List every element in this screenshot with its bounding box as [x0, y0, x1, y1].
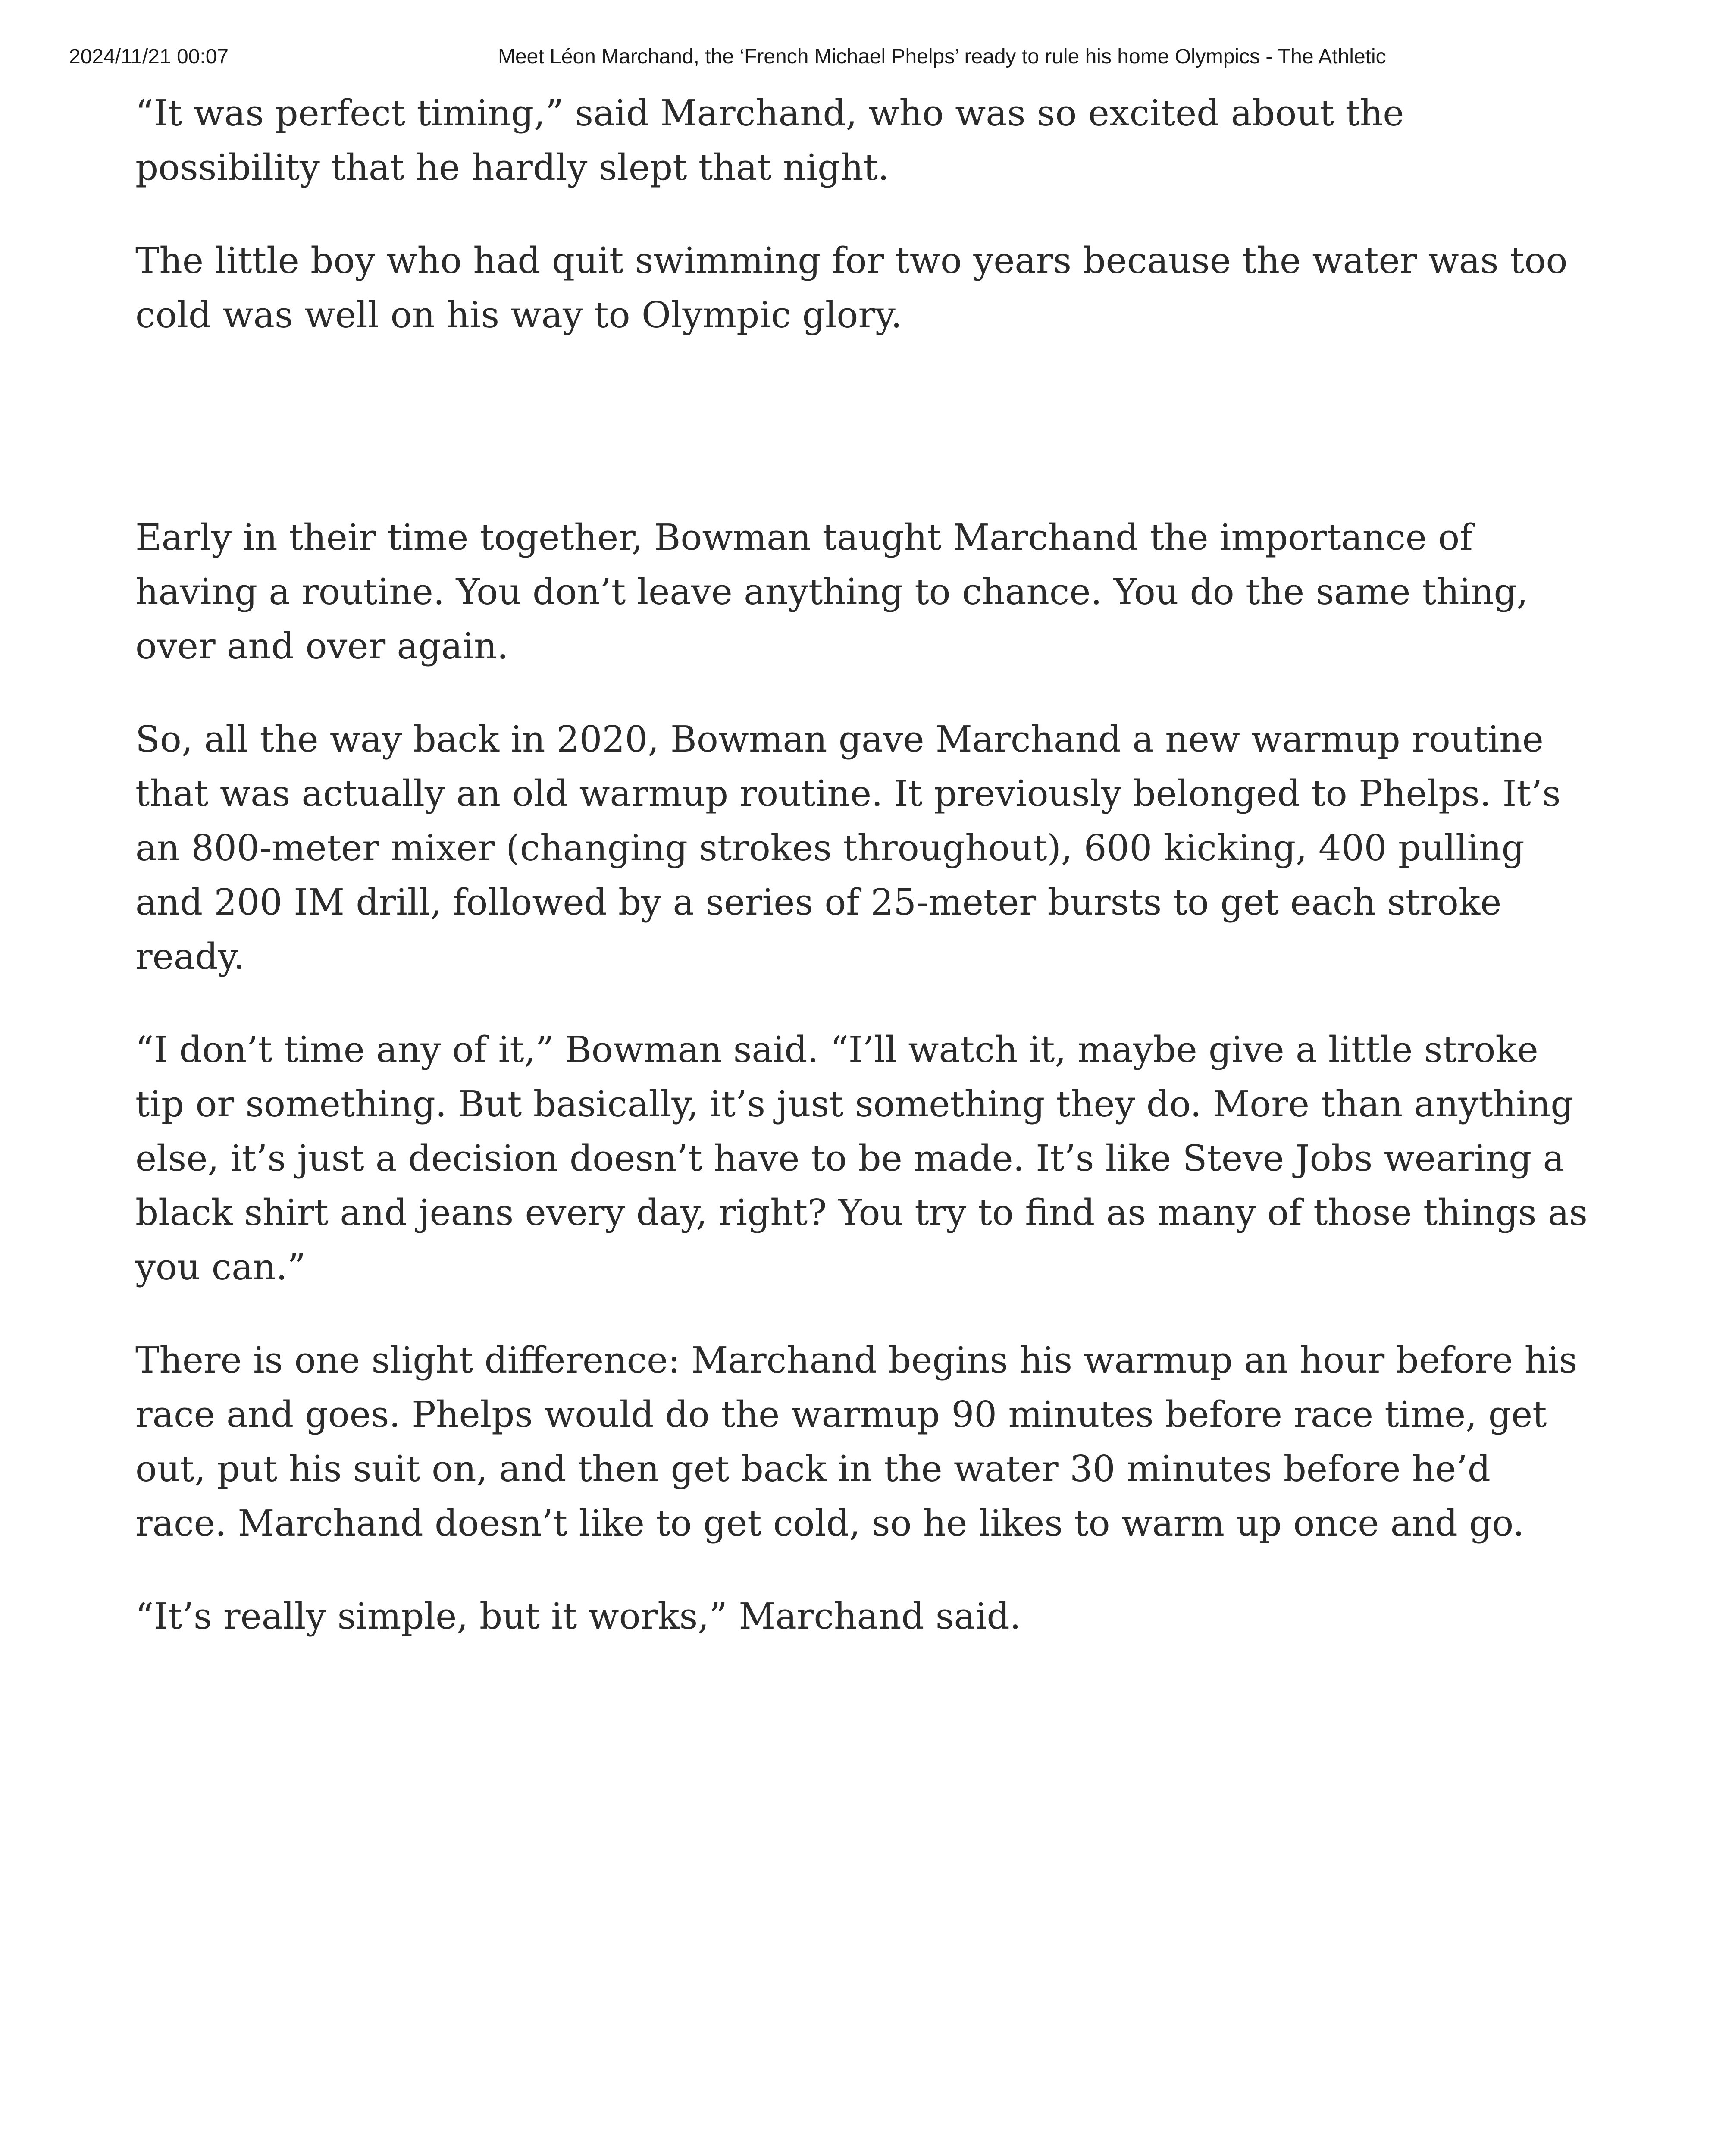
print-datetime: 2024/11/21 00:07 — [69, 45, 229, 68]
print-page-title: Meet Léon Marchand, the ‘French Michael Phelps’ ready to rule his home Olympics - The Athletic — [498, 45, 1386, 68]
article-paragraph: “It was perfect timing,” said Marchand, who was so excited about the possibility that he hardly slept that night. — [135, 92, 1404, 188]
print-header — [0, 47, 1710, 72]
article-paragraph: Early in their time together, Bowman taught Marchand the importance of having a routine. You don’t leave anything to chance. You do the same thing, over and over again. — [135, 517, 1528, 667]
article-paragraph: The little boy who had quit swimming for two years because the water was too cold was well on his way to Olympic glory. — [135, 240, 1568, 336]
article-paragraph: There is one slight difference: Marchand begins his warmup an hour before his race and goes. Phelps would do the warmup 90 minutes before race time, get out, put his suit on, and then get back in the water 30 minutes before he’d race. Marchand doesn’t like to get cold, so he likes to warm up once and go. — [135, 1339, 1578, 1544]
article-paragraph: So, all the way back in 2020, Bowman gave Marchand a new warmup routine that was actually an old warmup routine. It previously belonged to Phelps. It’s an 800-meter mixer (changing strokes throughout), 600 kicking, 400 pulling and 200 IM drill, followed by a series of 25-meter bursts to get each stroke ready. — [135, 718, 1561, 978]
article-paragraph: “It’s really simple, but it works,” Marchand said. — [135, 1595, 1021, 1637]
article-paragraph: “I don’t time any of it,” Bowman said. “I’ll watch it, maybe give a little stroke tip or something. But basically, it’s just something they do. More than anything else, it’s just a decision doesn’t have to be made. It’s like Steve Jobs wearing a black shirt and jeans every day, right? You try to find as many of those things as you can.” — [135, 1029, 1588, 1288]
article-body — [135, 86, 1593, 1683]
